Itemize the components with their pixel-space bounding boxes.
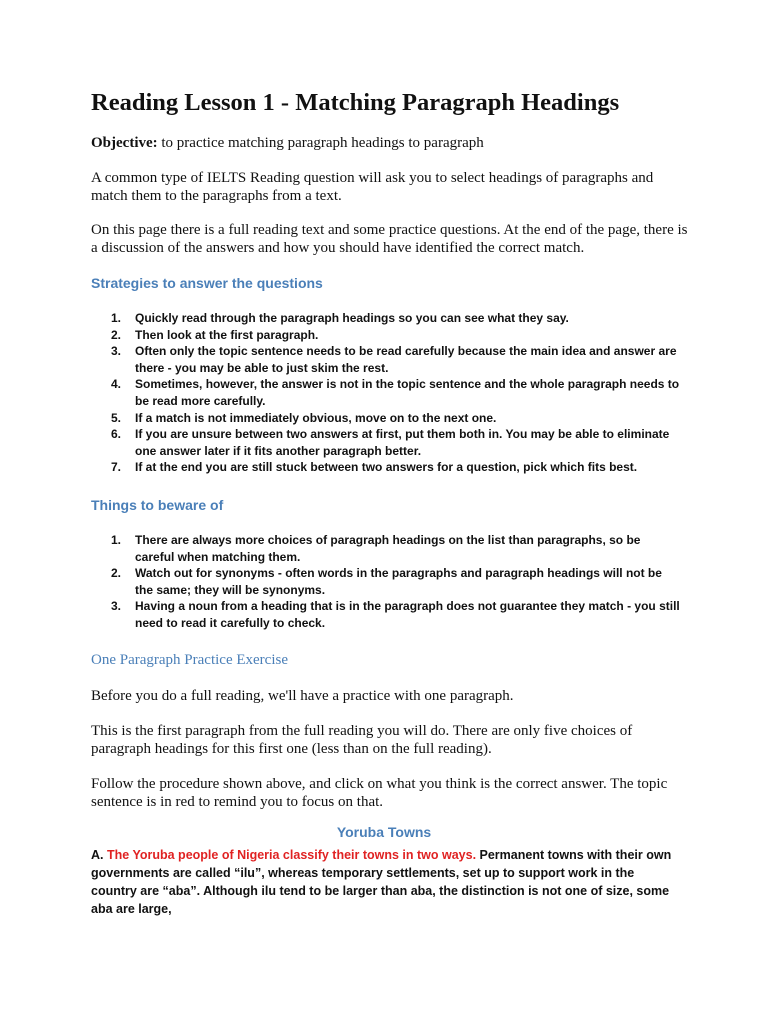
beware-list xyxy=(91,532,680,632)
paragraph-a-label: A. xyxy=(91,848,107,862)
objective xyxy=(91,134,688,152)
page-title: Reading Lesson 1 - Matching Paragraph Headings xyxy=(91,89,620,116)
intro-paragraph-2: On this page there is a full reading text and some practice questions. At the end of the page, there is a discussion of the answers and how you should have identified the correct match. xyxy=(91,222,688,256)
list-item: 4. Sometimes, however, the answer is not in the topic sentence and the whole paragraph needs to be read more carefully. xyxy=(111,377,680,408)
practice-heading: One Paragraph Practice Exercise xyxy=(91,652,288,668)
practice-paragraph-1: Before you do a full reading, we'll have a practice with one paragraph. xyxy=(91,688,514,704)
list-item: 7. If at the end you are still stuck between two answers for a question, pick which fits best. xyxy=(111,460,638,475)
list-item: 5. If a match is not immediately obvious, move on to the next one. xyxy=(111,410,497,425)
list-item: 6. If you are unsure between two answers at first, put them both in. You may be able to eliminate one answer later if it fits another paragraph better. xyxy=(111,427,670,458)
list-item: 2. Then look at the first paragraph. xyxy=(111,327,319,342)
list-item: 1. There are always more choices of paragraph headings on the list than paragraphs, so be careful when matching them. xyxy=(111,533,641,564)
practice-paragraph-3: Follow the procedure shown above, and click on what you think is the correct answer. The topic sentence is in red to remind you to focus on that. xyxy=(91,776,668,810)
objective-text: to practice matching paragraph headings to paragraph xyxy=(157,135,484,151)
paragraph-a xyxy=(91,846,680,918)
paragraph-a-body: Permanent towns with their own governments are called “ilu”, whereas temporary settlements, set up to support work in the country are “aba”. Although ilu tend to be larger than aba, the distinction is not one of size, some aba are large, xyxy=(91,848,672,916)
topic-sentence: The Yoruba people of Nigeria classify their towns in two ways. xyxy=(106,848,477,862)
list-item: 3. Often only the topic sentence needs to be read carefully because the main idea and answer are there - you may be able to just skim the rest. xyxy=(111,344,677,375)
list-item: 1. Quickly read through the paragraph headings so you can see what they say. xyxy=(111,311,569,325)
practice-paragraph-2: This is the first paragraph from the full reading you will do. There are only five choices of paragraph headings for this first one (less than on the full reading). xyxy=(91,723,633,757)
beware-heading: Things to beware of xyxy=(91,497,224,513)
strategies-heading: Strategies to answer the questions xyxy=(91,275,323,291)
list-item: 3. Having a noun from a heading that is in the paragraph does not guarantee they match - you still need to read it carefully to check. xyxy=(111,599,680,630)
list-item: 2. Watch out for synonyms - often words in the paragraphs and paragraph headings will not be the same; they will be synonyms. xyxy=(111,566,662,597)
objective-label: Objective: xyxy=(91,135,158,151)
reading-title: Yoruba Towns xyxy=(336,824,432,840)
intro-paragraph-1: A common type of IELTS Reading question will ask you to select headings of paragraphs and match them to the paragraphs from a text. xyxy=(91,170,654,204)
strategies-list xyxy=(91,310,680,476)
